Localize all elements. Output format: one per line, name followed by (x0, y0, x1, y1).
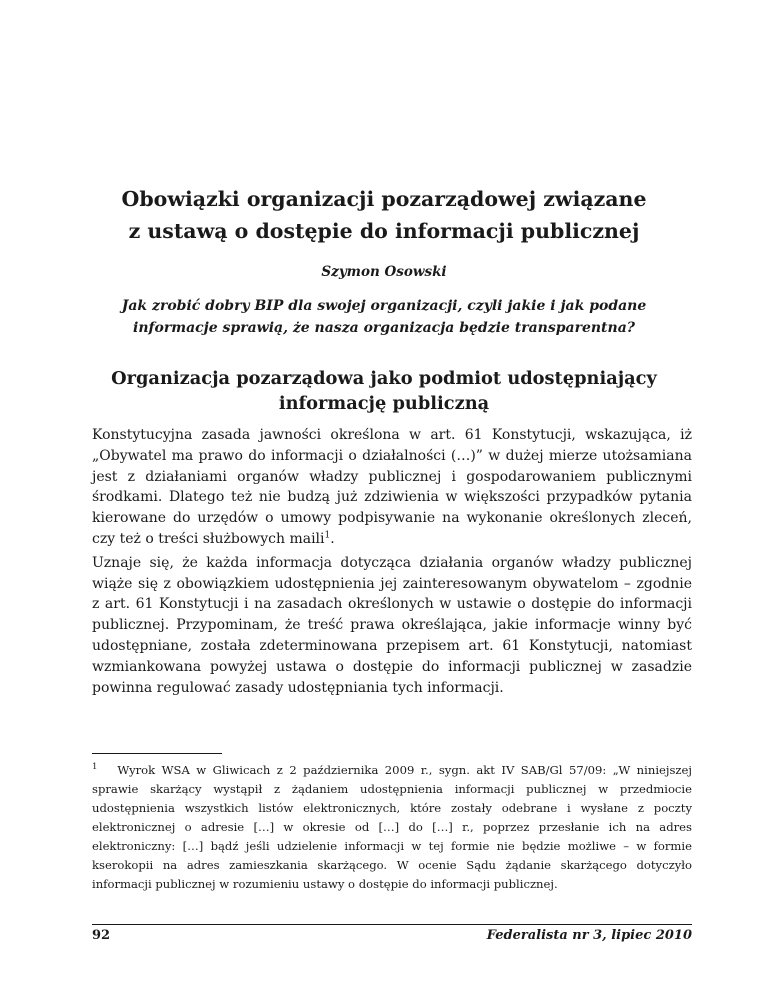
article-title (80, 183, 688, 247)
author-name: Szymon Osowski (321, 264, 447, 280)
footnote-number: 1 (92, 762, 98, 773)
article-body (92, 425, 692, 701)
footnote (92, 761, 692, 894)
paragraph-1-end: . (330, 530, 335, 547)
article-title-line-2: z ustawą o dostępie do informacji publicznej (128, 219, 640, 243)
footnote-divider (92, 753, 222, 754)
paragraph-1-text: Konstytucyjna zasada jawności określona w art. 61 Konstytucji, wskazująca, iż „Obywatel ma prawo do informacji o działalności (…)” w dużej mierze utożsamiana jest z działaniami organów władzy publicznej i gospodarowaniem publicznymi środkami. Dlatego też nie budzą już zdziwienia w większości przypadków pytania kierowane do urzędów o umowy podpisywanie na wykonanie określonych zleceń, czy też o treści służbowych maili (92, 427, 692, 547)
journal-info: Federalista nr 3, lipiec 2010 (486, 928, 692, 943)
page-number: 92 (92, 928, 111, 943)
section-heading: Organizacja pozarządowa jako podmiot udostępniający informację publiczną (111, 368, 657, 414)
article-title-line-1: Obowiązki organizacji pozarządowej związane (121, 187, 647, 211)
footnote-ref: 1 (324, 530, 331, 541)
article-lead: Jak zrobić dobry BIP dla swojej organizacji, czyli jakie i jak podane informacje sprawią, że nasza organizacja będzie transparentna? (121, 298, 647, 336)
footnote-text: Wyrok WSA w Gliwicach z 2 października 2009 r., sygn. akt IV SAB/Gl 57/09: „W niniejszej sprawie skarżący wystąpił z żądaniem udostępnienia informacji publicznej w przedmiocie udostępnienia wszystkich listów elektronicznych, które zostały odebrane i wysłane z poczty elektronicznej o adresie […] w okresie od […] do […] r., poprzez przesłanie ich na adres elektroniczny: […] bądź jeśli udzielenie informacji w tej formie nie będzie możliwe – w formie kserokopii na adres zamieszkania skarżącego. W ocenie Sądu żądanie skarżącego dotyczyło informacji publicznej w rozumieniu ustawy o dostępie do informacji publicznej. (92, 763, 692, 891)
paragraph-1 (92, 425, 692, 550)
paragraph-2: Uznaje się, że każda informacja dotycząca działania organów władzy publicznej wiąże się z obowiązkiem udostępnienia jej zainteresowanym obywatelom – zgodnie z art. 61 Konstytucji i na zasadach określonych w ustawie o dostępie do informacji publicznej. Przypominam, że treść prawa określająca, jakie informacje winny być udostępniane, została zdeterminowana przepisem art. 61 Konstytucji, natomiast wzmiankowana powyżej ustawa o dostępie do informacji publicznej w zasadzie powinna regulować zasady udostępniania tych informacji. (92, 554, 692, 696)
footer-divider (92, 924, 692, 925)
